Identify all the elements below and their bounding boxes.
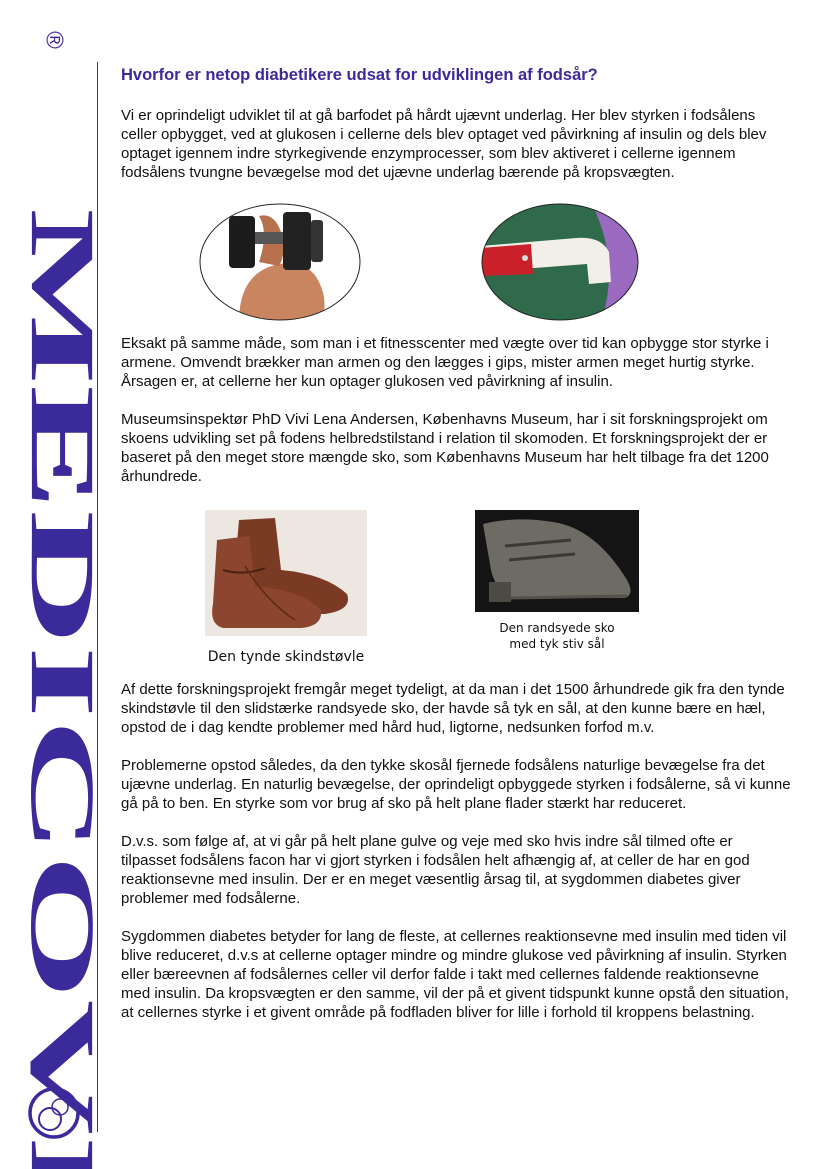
- figure-row-shoes: [121, 510, 791, 680]
- article: [121, 66, 791, 1022]
- caption-thin-boot: Den tynde skindstøvle: [207, 649, 365, 665]
- paragraph-1: Vi er oprindeligt udviklet til at gå barfodet på hårdt ujævnt underlag. Her blev styrken i fodsålens celler opbygget, ved at glukosen i cellerne dels blev optaget ved påvirkning af insulin og dels blev optaget igennem indre styrkegivende enzymprocesser, som blev aktiveret i cellerne igennem fodsålens tvungne bevægelse mod det ujævne underlag bærende på kropsvægten.: [121, 107, 767, 181]
- welted-shoe-image: [475, 510, 639, 612]
- figure-row-arm: [121, 202, 791, 334]
- vertical-divider: [97, 62, 98, 1132]
- caption-welted-shoe-line-2: med tyk stiv sål: [509, 637, 605, 651]
- paragraph-2: Eksakt på samme måde, som man i et fitnesscenter med vægte over tid kan opbygge stor styrke i armene. Omvendt brækker man armen og den lægges i gips, mister armen meget hurtig styrke. Årsagen er, at cellerne her kun optager glukosen ved påvirkning af insulin.: [121, 335, 769, 390]
- brand-circle-icon: [26, 1085, 82, 1141]
- caption-welted-shoe: [457, 620, 657, 652]
- arm-cast-image: [481, 202, 639, 322]
- caption-welted-shoe-line-1: Den randsyede sko: [499, 621, 615, 635]
- thin-leather-boot-image: [205, 510, 367, 636]
- page-title: Hvorfor er netop diabetikere udsat for udviklingen af fodsår?: [121, 66, 598, 84]
- dumbbell-arm-image: [199, 202, 361, 322]
- paragraph-6: D.v.s. som følge af, at vi går på helt plane gulve og veje med sko hvis indre sål tilmed ofte er tilpasset fodsålens facon har vi gjort styrken i fodsålen helt afhængig af, at celler de har en god reaktionsevne med insulin. Der er en meget væsentlig årsag til, at sygdommen diabetes giver problemer med fodsålerne.: [121, 833, 750, 907]
- paragraph-3: Museumsinspektør PhD Vivi Lena Andersen, Københavns Museum, har i sit forskningsprojekt om skoens udvikling set på fodens helbredstilstand i relation til skomoden. Et forskningsprojekt der er baseret på den meget store mængde sko, som Københavns Museum har helt tilbage fra det 1200 århundrede.: [121, 411, 769, 485]
- paragraph-4: Af dette forskningsprojekt fremgår meget tydeligt, at da man i det 1500 århundrede gik fra den tynde skindstøvle til den slidstærke randsyede sko, der havde så tyk en sål, at den kunne bære en hæl, opstod de i dag kendte problemer med hård hud, ligtorne, nedsunken forfod m.v.: [121, 681, 785, 736]
- brand-logo: [11, 28, 114, 1138]
- paragraph-7: Sygdommen diabetes betyder for lang de fleste, at cellernes reaktionsevne med insulin med tiden vil blive reduceret, d.v.s at cellerne optager mindre og mindre glukose ved påvirkning af insulin. Styrken eller bæreevnen af fodsålernes celler vil derfor falde i takt med cellernes faldende reaktionsevne med insulin. Da kropsvægten er den samme, vil der på et givent tidspunkt kunne opstå den situation, at cellernes styrke i et givent område på fodfladen bliver for lille i forhold til kroppens belastning.: [121, 928, 789, 1021]
- brand-wordmark: MEDICOVI: [11, 208, 114, 699]
- registered-mark: ®: [40, 31, 68, 49]
- paragraph-5: Problemerne opstod således, da den tykke skosål fjernede fodsålens naturlige bevægelse fra det ujævne underlag. En naturlig bevægelse, der oprindeligt opbyggede styrken i fodsålerne, så vi kunne gå på to ben. En styrke som vor brug af sko på helt plane flader stærkt har reduceret.: [121, 757, 791, 812]
